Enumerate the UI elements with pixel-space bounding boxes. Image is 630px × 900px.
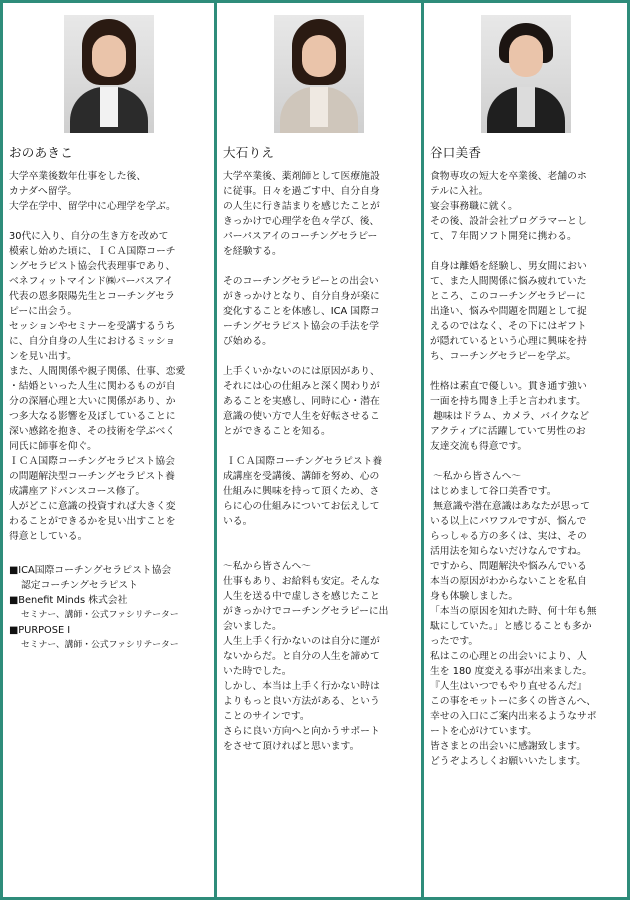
profile-column-taniguchi [421,3,627,897]
credential-subtitle: セミナー、講師・公式ファシリテーター [21,610,179,620]
profile-name: 大石りえ [223,145,275,160]
credential-item [9,623,208,653]
profile-bio: 食物専攻の短大を卒業後、老舗のホ テルに入社。 宴会事務職に就く。 その後、設計会社プログラマーとし て、７年間ソフト開発に携わる。 自身は離婚を経験し、男女間におい て、また人間関係に悩み疲れていた ところ、このコーチングセラピーに 出逢い、悩みや問題を問題として捉 えるのではなく、その下にはギフト が隠れているという心理に興味を持 ち、コーチングセラピーを学ぶ。 性格は素直で優しい。貫き通す強い 一面を持ち聞き上手と言われます。 趣味はドラム、カメラ、バイクなど アクティブに活躍していて男性のお 友達交流も得意です。 ～私から皆さんへ～ はじめまして谷口美香です。 無意識や潜在意識はあなたが思って いる以上にパワフルですが、悩んで らっしゃる方の多くは、実は、その 活用法を知らないだけなんですね。 ですから、問題解決や悩みんでいる 本当の原因がわからないことを私自 身も体験しました。 「本当の原因を知れた時、何十年も無 駄にしていた。」と感じることも多か ったです。 私はこの心理との出会いにより、人 生を 180 度変える事が出来ました。 『人生はいつでもやり直せるんだ』 この事をモットーに多くの皆さんへ、 幸せの入口にご案内出来るようなサポ ートを心がけています。 皆さまとの出会いに感謝致します。 どうぞよろしくお願いいたします。 [430,171,597,767]
profile-name: 谷口美香 [430,145,482,160]
profile-photo [481,15,571,133]
profile-column-oishi [214,3,421,897]
credential-item [9,563,208,593]
credential-list [9,563,208,653]
credential-title: ■ICA国際コーチングセラピスト協会 [9,565,172,576]
credential-item [9,593,208,623]
profile-photo [274,15,364,133]
credential-title: ■Benefit Minds 株式会社 [9,595,128,606]
profile-bio: 大学卒業後数年仕事をした後、 カナダへ留学。 大学在学中、留学中に心理学を学ぶ。 30代に入り、自分の生き方を改めて 模索し始めた頃に、ＩＣＡ国際コーチ ングセラピスト協会代表理事であり、 ベネフィットマインド㈱パーパスアイ 代表の恩多限陽先生とコーチングセラ ピーに出会う。 セッションやセミナーを受講するうち に、自分自身の人生におけるミッショ ンを見い出す。 また、人間関係や親子関係、仕事、恋愛 ・結婚といった人生に関わるものが自 分の深層心理と大いに関係があり、か つ多大なる影響を及ぼしていることに 深い感銘を抱き、その技術を学ぶべく 同氏に師事を仰ぐ。 ＩＣＡ国際コーチングセラピスト協会 の問題解決型コーチングセラピスト養 成講座アドバンスコース修了。 人がどこに意識の投資すれば大きく変 わることができるかを見い出すことを 得意としている。 [9,171,186,542]
credential-subtitle: セミナー、講師・公式ファシリテーター [21,640,179,650]
profile-bio: 大学卒業後、薬剤師として医療施設 に従事。日々を過ごす中、自分自身 の人生に行き詰まりを感じたことが きっかけで心理学を色々学び、後、 パーパスアイのコーチングセラピー を経験する。 そのコーチングセラピーとの出会い がきっかけとなり、自分自身が楽に 変化することを体感し、ICA 国際コ ーチングセラピスト協会の手法を学 び始める。 上手くいかないのには原因があり、 それには心の仕組みと深く関わりが あることを実感し、同時に心・潜在 意識の使い方で人生を好転させるこ とができることを知る。 ＩＣＡ国際コーチングセラピスト養 成講座を受講後、講師を努め、心の 仕組みに興味を持って頂くため、さ らに心の仕組みについてお伝えして いる。 ～私から皆さんへ～ 仕事もあり、お給料も安定。そんな 人生を送る中で虚しさを感じたこと がきっかけでコーチングセラピーに出 会いました。 人生上手く行かないのは自分に運が ないからだ。と自分の人生を諦めて いた時でした。 しかし、本当は上手く行かない時は よりもっと良い方法がある、という ことのサインです。 さらに良い方向へと向かうサポート をさせて頂ければと思います。 [223,171,389,752]
credential-subtitle: 認定コーチングセラピスト [21,580,138,591]
profile-column-ono [3,3,214,897]
profile-photo [64,15,154,133]
profile-name: おのあきこ [9,145,74,160]
credential-title: ■PURPOSE I [9,625,71,636]
